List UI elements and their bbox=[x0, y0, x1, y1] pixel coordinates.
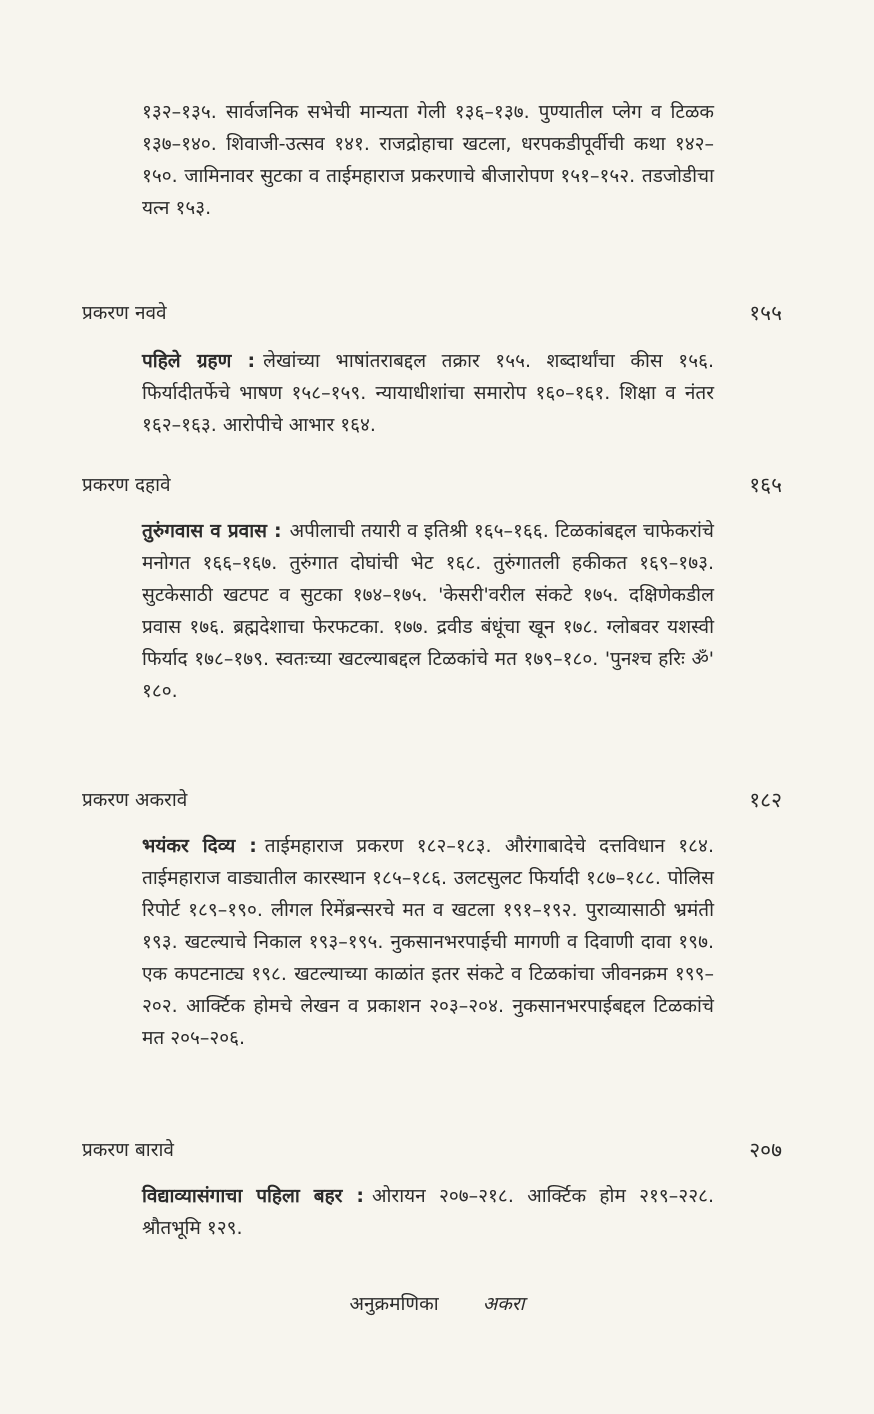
chapter-page-number: १८२ bbox=[749, 788, 782, 812]
chapter-label: प्रकरण अकरावे bbox=[82, 789, 188, 811]
chapter-9-summary bbox=[142, 345, 714, 441]
chapter-10-summary bbox=[142, 515, 714, 707]
chapter-text: लेखांच्या भाषांतराबद्दल तक्रार १५५. शब्दार्थांचा कीस १५६. फिर्यादीतर्फेचे भाषण १५८–१५९. न्यायाधीशांचा समारोप १६०–१६१. शिक्षा व नंतर १६२–१६३. आरोपीचे आभार १६४. bbox=[142, 350, 714, 436]
footer-section-title: अनुक्रमणिका bbox=[349, 1293, 439, 1315]
page-footer bbox=[0, 1290, 874, 1316]
chapter-page-number: १६५ bbox=[749, 473, 782, 497]
chapter-page-number: १५५ bbox=[749, 301, 782, 325]
chapter-text: अपीलाची तयारी व इतिश्री १६५–१६६. टिळकांबद्दल चाफेकरांचे मनोगत १६६–१६७. तुरुंगात दोघांची भेट १६८. तुरुंगातली हकीकत १६९–१७३. सुटकेसाठी खटपट व सुटका १७४–१७५. 'केसरी'वरील संकटे १७५. दक्षिणेकडील प्रवास १७६. ब्रह्मदेशाचा फेरफटका. १७७. द्रवीड बंधूंचा खून १७८. ग्लोबवर यशस्वी फिर्याद १७८–१७९. स्वतःच्या खटल्याबद्दल टिळकांचे मत १७९–१८०. 'पुनश्च हरिः ॐ' १८०. bbox=[142, 520, 714, 702]
chapter-title: तुरुंगवास व प्रवास : bbox=[142, 520, 282, 542]
footer-page-number: अकरा bbox=[482, 1293, 525, 1315]
chapter-label: प्रकरण नववे bbox=[82, 302, 167, 324]
chapter-title: भयंकर दिव्य : bbox=[142, 835, 257, 857]
chapter-title: विद्याव्यासंगाचा पहिला बहर : bbox=[142, 1185, 364, 1207]
intro-paragraph: १३२–१३५. सार्वजनिक सभेची मान्यता गेली १३६–१३७. पुण्यातील प्लेग व टिळक १३७–१४०. शिवाजी-उत्सव १४१. राजद्रोहाचा खटला, धरपकडीपूर्वीची कथा १४२–१५०. जामिनावर सुटका व ताईमहाराज प्रकरणाचे बीजारोपण १५१–१५२. तडजोडीचा यत्न १५३. bbox=[142, 101, 714, 219]
chapter-12-summary bbox=[142, 1180, 714, 1244]
chapter-label: प्रकरण दहावे bbox=[82, 474, 171, 496]
chapter-text: ओरायन २०७–२१८. आर्क्टिक होम २१९–२२८. श्रौतभूमि १२९. bbox=[142, 1185, 714, 1239]
chapter-heading-10 bbox=[82, 470, 782, 500]
chapter-heading-9 bbox=[82, 298, 782, 328]
chapter-heading-12 bbox=[82, 1135, 782, 1165]
chapter-heading-11 bbox=[82, 785, 782, 815]
chapter-page-number: २०७ bbox=[749, 1138, 782, 1162]
chapter-title: पहिले ग्रहण : bbox=[142, 350, 256, 372]
chapter-11-summary bbox=[142, 830, 714, 1054]
chapter-label: प्रकरण बारावे bbox=[82, 1139, 174, 1161]
chapter-text: ताईमहाराज प्रकरण १८२–१८३. औरंगाबादेचे दत्तविधान १८४. ताईमहाराज वाड्यातील कारस्थान १८५–१८६. उलटसुलट फिर्यादी १८७–१८८. पोलिस रिपोर्ट १८९–१९०. लीगल रिमेंब्रन्सरचे मत व खटला १९१–१९२. पुराव्यासाठी भ्रमंती १९३. खटल्याचे निकाल १९३–१९५. नुकसानभरपाईची मागणी व दिवाणी दावा १९७. एक कपटनाट्य १९८. खटल्याच्या काळांत इतर संकटे व टिळकांचा जीवनक्रम १९९–२०२. आर्क्टिक होमचे लेखन व प्रकाशन २०३–२०४. नुकसानभरपाईबद्दल टिळकांचे मत २०५–२०६. bbox=[142, 835, 714, 1049]
